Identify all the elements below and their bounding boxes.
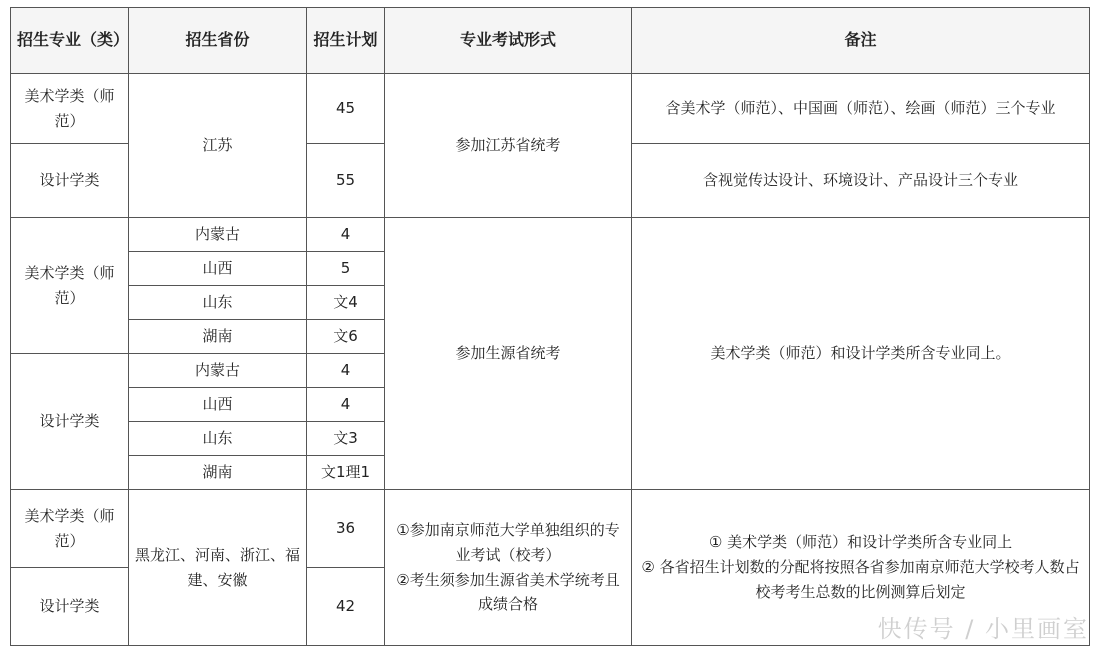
- note-line-1: ① 美术学类（师范）和设计学类所含专业同上: [708, 533, 1013, 552]
- plan-cell: 5: [307, 252, 385, 286]
- major-cell: 美术学类（师范）: [11, 218, 129, 354]
- province-cell: 黑龙江、河南、浙江、福建、安徽: [129, 490, 307, 646]
- note-cell: 含美术学（师范）、中国画（师范）、绘画（师范）三个专业: [632, 74, 1090, 144]
- header-major: 招生专业（类）: [11, 8, 129, 74]
- header-row: [11, 8, 1090, 74]
- plan-cell: 42: [307, 568, 385, 646]
- major-cell: 设计学类: [11, 568, 129, 646]
- plan-cell: 文4: [307, 286, 385, 320]
- plan-cell: 36: [307, 490, 385, 568]
- watermark: 快传号 / 小里画室: [877, 615, 1089, 643]
- header-note: 备注: [632, 8, 1090, 74]
- plan-cell: 文3: [307, 422, 385, 456]
- province-cell: 山东: [129, 286, 307, 320]
- plan-cell: 文1理1: [307, 456, 385, 490]
- major-cell: 美术学类（师范）: [11, 490, 129, 568]
- exam-cell: 参加江苏省统考: [385, 74, 632, 218]
- province-cell: 内蒙古: [129, 354, 307, 388]
- note-cell: 美术学类（师范）和设计学类所含专业同上。: [632, 218, 1090, 490]
- table-row: [11, 218, 1090, 252]
- major-cell: 设计学类: [11, 354, 129, 490]
- province-cell: 内蒙古: [129, 218, 307, 252]
- province-cell: 湖南: [129, 456, 307, 490]
- province-cell: 山东: [129, 422, 307, 456]
- major-cell: 美术学类（师范）: [11, 74, 129, 144]
- plan-cell: 4: [307, 218, 385, 252]
- plan-cell: 45: [307, 74, 385, 144]
- province-cell: 湖南: [129, 320, 307, 354]
- table-row: [11, 490, 1090, 568]
- province-cell: 山西: [129, 388, 307, 422]
- province-cell: 山西: [129, 252, 307, 286]
- plan-cell: 4: [307, 354, 385, 388]
- exam-line-1: ①参加南京师范大学单独组织的专业考试（校考）: [396, 521, 620, 564]
- exam-cell: [385, 490, 632, 646]
- header-province: 招生省份: [129, 8, 307, 74]
- plan-cell: 55: [307, 144, 385, 218]
- major-cell: 设计学类: [11, 144, 129, 218]
- exam-line-2: ②考生须参加生源省美术学统考且成绩合格: [396, 570, 620, 614]
- plan-cell: 文6: [307, 320, 385, 354]
- exam-cell: 参加生源省统考: [385, 218, 632, 490]
- admissions-table: [10, 7, 1090, 646]
- header-exam: 专业考试形式: [385, 8, 632, 74]
- plan-cell: 4: [307, 388, 385, 422]
- province-cell: 江苏: [129, 74, 307, 218]
- note-cell: 含视觉传达设计、环境设计、产品设计三个专业: [632, 144, 1090, 218]
- table-row: [11, 74, 1090, 144]
- header-plan: 招生计划: [307, 8, 385, 74]
- note-line-2: ② 各省招生计划数的分配将按照各省参加南京师范大学校考人数占校考考生总数的比例测算后划定: [641, 558, 1080, 601]
